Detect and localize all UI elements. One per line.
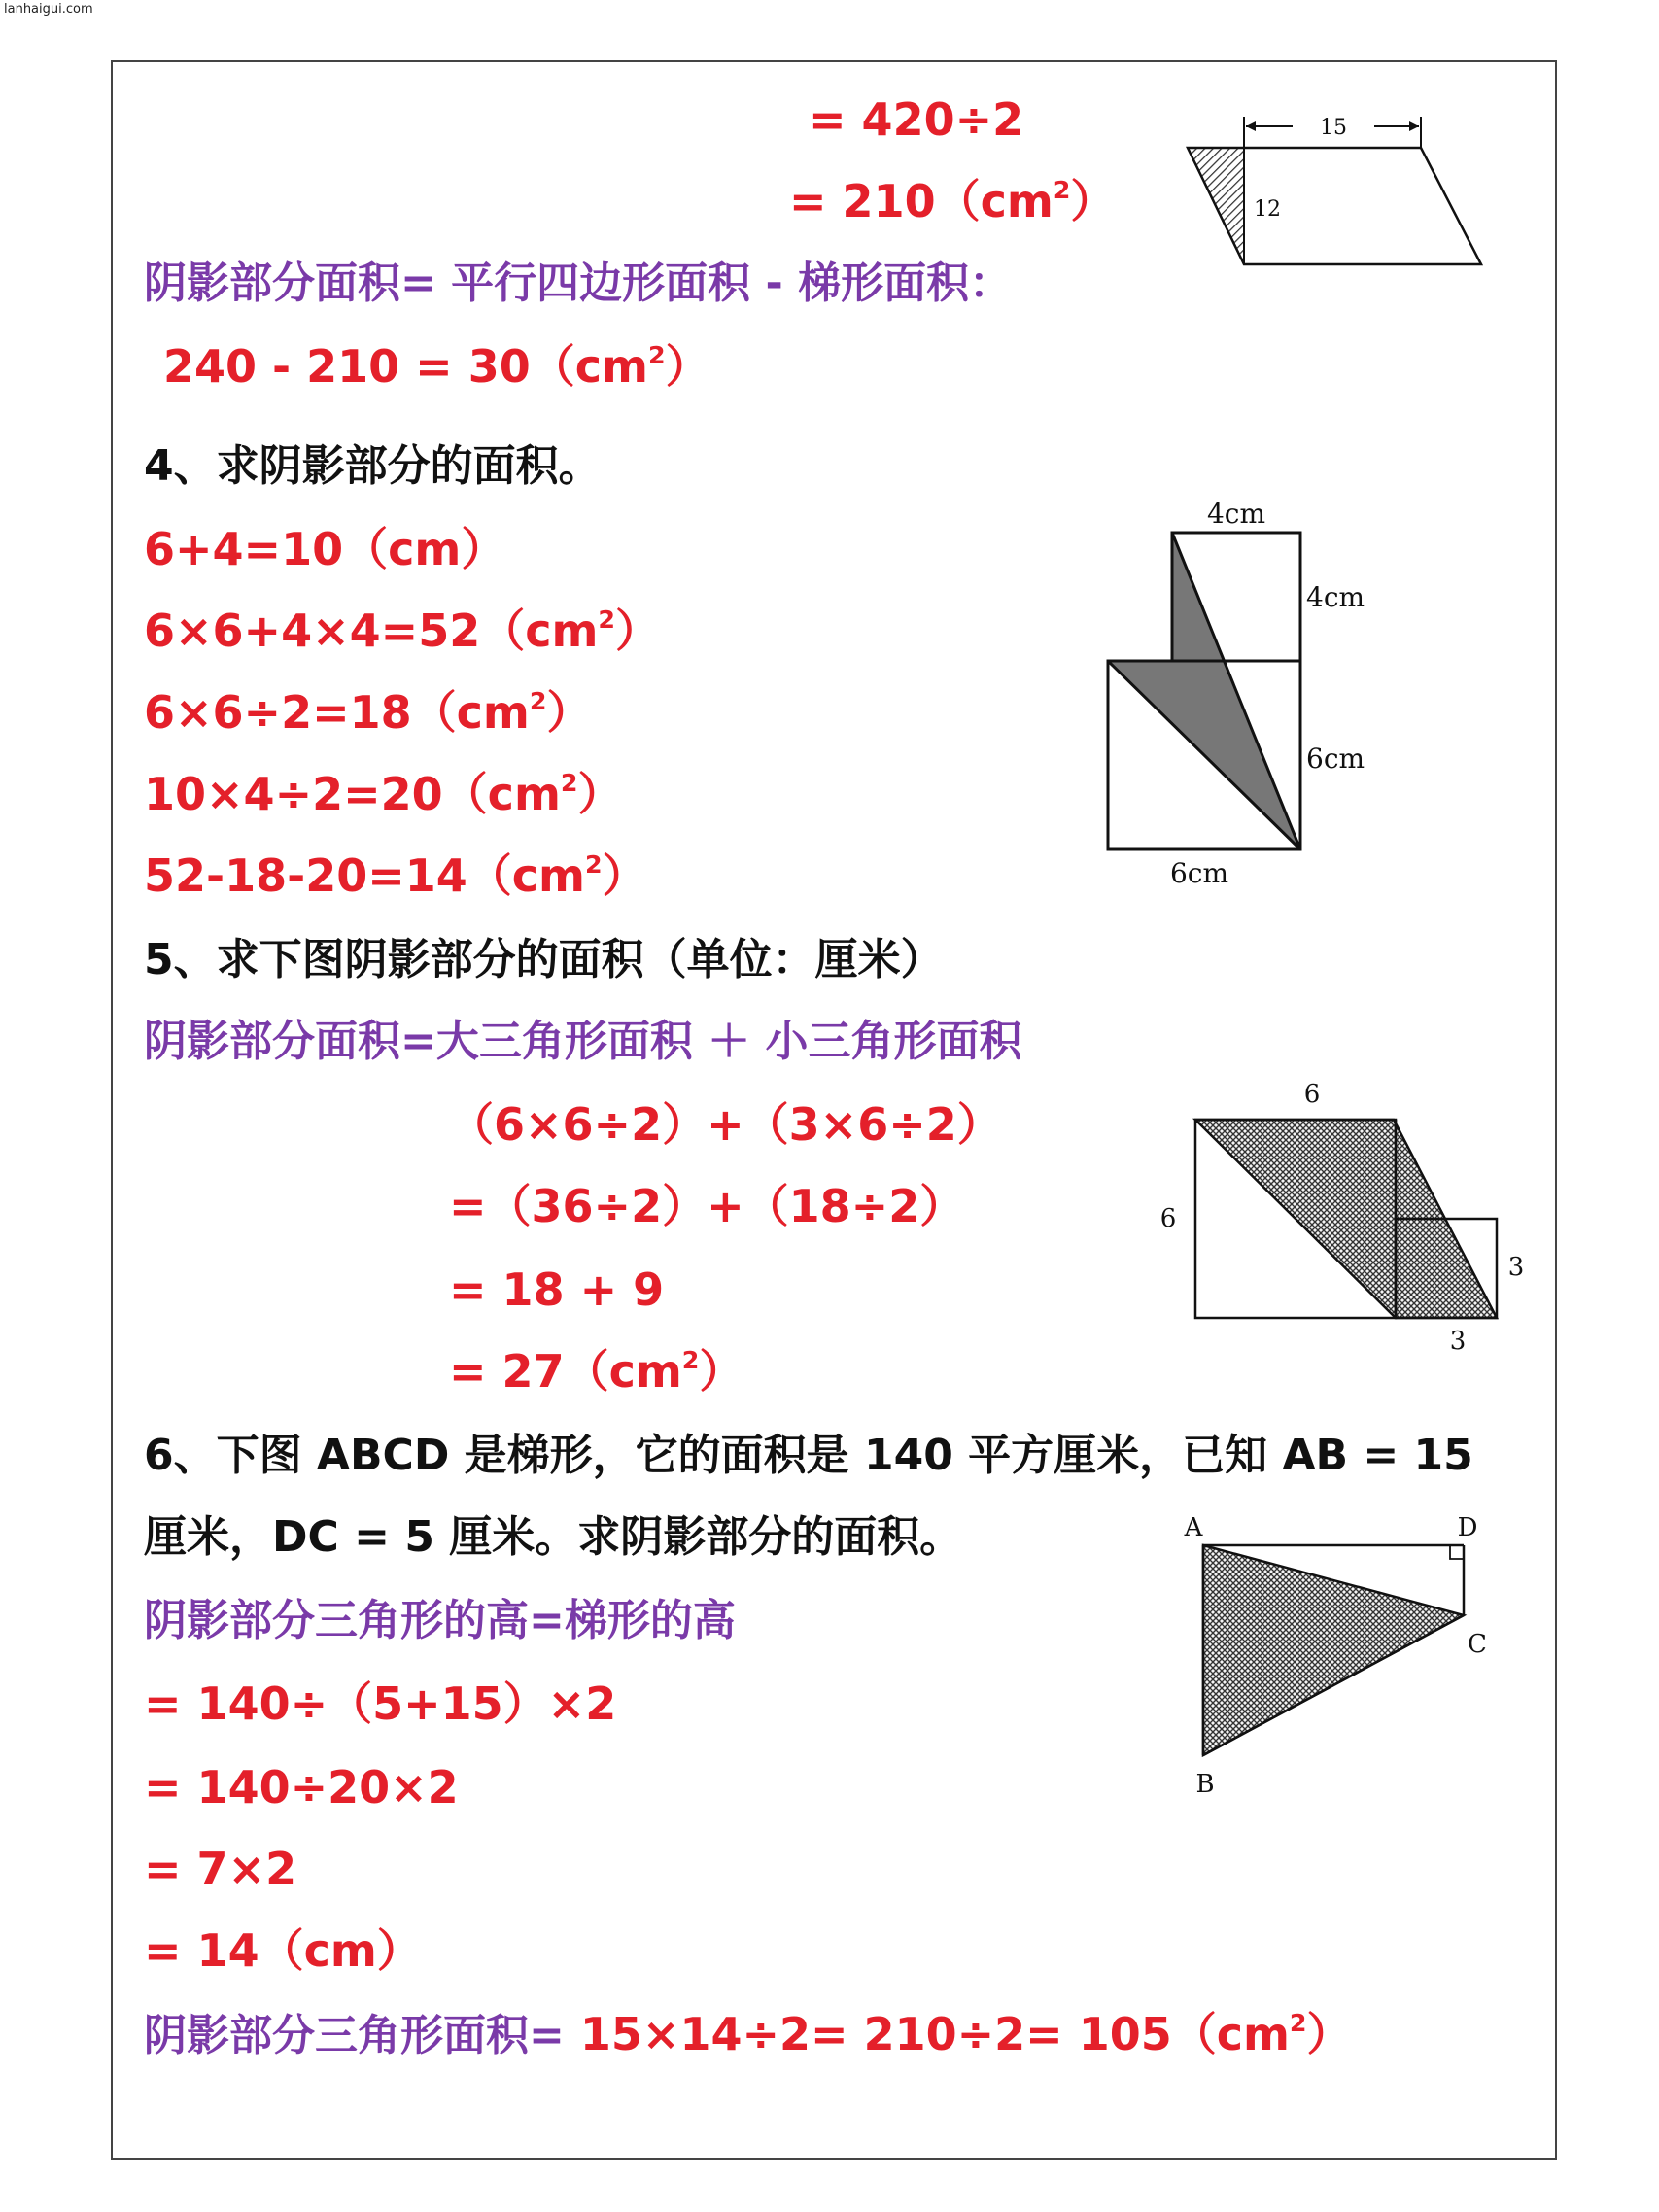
- fig1-top-label: 15: [1320, 116, 1347, 140]
- formula-line: 阴影部分面积= 平行四边形面积 - 梯形面积：: [144, 259, 1013, 308]
- figure-trapezoid: [1184, 1513, 1487, 1799]
- fig3-bottom-label: 3: [1449, 1327, 1467, 1356]
- calc-line: =（36÷2）+（18÷2）: [449, 1180, 965, 1232]
- fig2-right-lower-label: 6cm: [1306, 743, 1365, 775]
- label-a: A: [1184, 1513, 1203, 1542]
- calc-line: 6+4=10（cm）: [144, 523, 506, 575]
- fig3-right-label: 3: [1507, 1253, 1525, 1282]
- label-b: B: [1195, 1770, 1215, 1799]
- formula-line: 阴影部分三角形的高=梯形的高: [144, 1596, 736, 1645]
- question-5: 5、求下图阴影部分的面积（单位：厘米）: [144, 935, 944, 985]
- calc-line: = 14（cm）: [144, 1924, 422, 1977]
- calc-line: $6\times 6\div 2=18(cm^2)$: [144, 686, 592, 739]
- label-c: C: [1468, 1630, 1487, 1659]
- calc-line: （6×6÷2）+（3×6÷2）: [449, 1098, 1002, 1151]
- formula-line: 阴影部分面积=大三角形面积 ＋ 小三角形面积: [144, 1017, 1022, 1066]
- figure-two-squares: [1108, 498, 1365, 889]
- calc-line: $52-18-20=14(cm^2)$: [144, 849, 647, 902]
- fig2-top-label: 4cm: [1206, 498, 1266, 530]
- question-6: 6、下图 ABCD 是梯形，它的面积是 140 平方厘米，已知 AB = 15: [144, 1431, 1473, 1480]
- calc-line: = 18 + 9: [449, 1263, 665, 1316]
- figure-parallelogram: [1188, 116, 1481, 264]
- question-6-cont: 厘米，DC = 5 厘米。求阴影部分的面积。: [144, 1512, 963, 1562]
- calc-line: $10\times 4\div 2=20(cm^2)$: [144, 768, 623, 820]
- figure-rectangle-triangles: [1160, 1080, 1525, 1356]
- calc-line: = 420÷2: [809, 93, 1024, 146]
- calc-line: = $210(cm^2)$: [789, 175, 1116, 227]
- final-answer-line: 阴影部分三角形面积= $15\times 14\div 2= 210\div 2= 105(cm^2)$: [144, 2008, 1352, 2060]
- watermark: lanhaigui.com: [4, 2, 93, 17]
- shaded-triangle: [1203, 1545, 1464, 1755]
- calc-line: = 7×2: [144, 1843, 297, 1895]
- calc-line: = 140÷20×2: [144, 1761, 459, 1814]
- calc-line: $6\times 6+4\times 4=52(cm^2)$: [144, 605, 661, 657]
- calc-line: = $27(cm^2)$: [449, 1345, 744, 1398]
- fig3-left-label: 6: [1159, 1204, 1177, 1233]
- fig2-right-upper-label: 4cm: [1306, 581, 1365, 613]
- calc-line: = 140÷（5+15）×2: [144, 1677, 617, 1730]
- calc-line: $240 - 210 = 30(cm^2)$: [163, 340, 710, 393]
- fig2-bottom-label: 6cm: [1169, 857, 1229, 889]
- fig3-top-label: 6: [1303, 1080, 1321, 1109]
- fig1-side-label: 12: [1254, 197, 1281, 222]
- label-d: D: [1457, 1513, 1478, 1542]
- question-4: 4、求阴影部分的面积。: [144, 441, 602, 491]
